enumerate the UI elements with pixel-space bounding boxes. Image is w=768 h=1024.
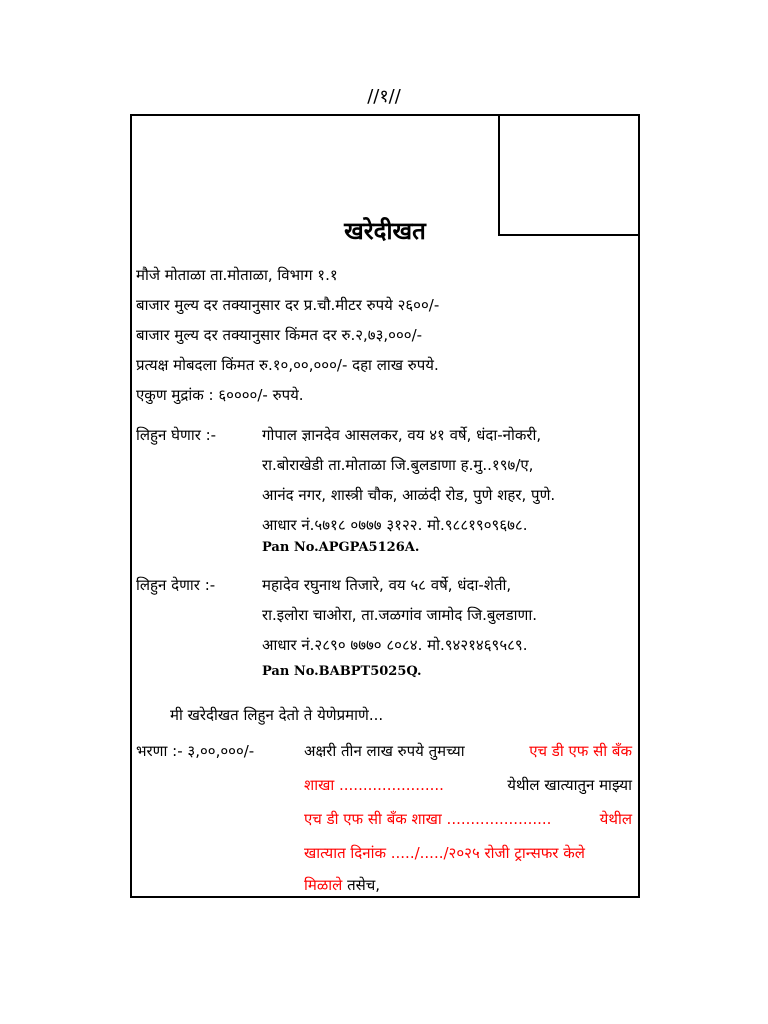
document-title: खरेदीखत — [344, 217, 426, 245]
payment-text: येथील खात्यातुन माझ्या — [507, 776, 632, 794]
payment-text: तसेच, — [347, 876, 381, 894]
photo-placeholder-box — [498, 114, 640, 236]
summary-line-stamp-duty: एकुण मुद्रांक : ६००००/- रुपये. — [136, 386, 304, 404]
seller-pan: Pan No.BABPT5025Q. — [262, 664, 422, 679]
seller-line: महादेव रघुनाथ तिजारे, वय ५८ वर्षे, धंदा-शेती, — [262, 576, 512, 594]
buyer-line: रा.बोराखेडी ता.मोताळा जि.बुलडाणा ह.मु..१९७/ए, — [262, 456, 534, 474]
buyer-label: लिहुन घेणार :- — [136, 426, 217, 444]
intro-statement: मी खरेदीखत लिहुन देतो ते येणेप्रमाणे... — [170, 706, 384, 724]
transfer-date-highlight: खात्यात दिनांक ...../...../२०२५ रोजी ट्रान्सफर केले — [304, 844, 585, 862]
buyer-line: गोपाल ज्ञानदेव आसलकर, वय ४१ वर्षे, धंदा-नोकरी, — [262, 426, 542, 444]
payment-line-1 — [304, 740, 632, 762]
buyer-pan: Pan No.APGPA5126A. — [262, 540, 420, 555]
summary-line-consideration: प्रत्यक्ष मोबदला किंमत रु.१०,००,०००/- दहा लाख रुपये. — [136, 356, 439, 374]
payment-text: अक्षरी तीन लाख रुपये तुमच्या — [304, 742, 465, 760]
page-number: //१// — [367, 86, 401, 107]
payment-line-2 — [304, 774, 632, 796]
payment-label: भरणा :- ३,००,०००/- — [136, 742, 255, 760]
payment-line-3 — [304, 808, 632, 830]
bank-branch-highlight: एच डी एफ सी बॅंक शाखा ...................... — [304, 810, 552, 828]
payment-line-4 — [304, 842, 632, 864]
buyer-line: आनंद नगर, शास्त्री चौक, आळंदी रोड, पुणे शहर, पुणे. — [262, 486, 556, 504]
received-highlight: मिळाले — [304, 876, 343, 894]
seller-line: रा.इलोरा चाओरा, ता.जळगांव जामोद जि.बुलडाणा. — [262, 606, 538, 624]
bank-name-highlight: एच डी एफ सी बॅंक — [529, 742, 632, 760]
summary-line-market-value: बाजार मुल्य दर तक्यानुसार किंमत दर रु.२,७३,०००/- — [136, 326, 423, 344]
summary-line-village: मौजे मोताळा ता.मोताळा, विभाग १.१ — [136, 266, 338, 284]
seller-line: आधार नं.२८९० ७७७० ८०८४. मो.९४२१४६९५८९. — [262, 636, 528, 654]
branch-highlight: शाखा ...................... — [304, 776, 444, 794]
payment-line-5 — [304, 874, 632, 896]
summary-line-rate-per-sqm: बाजार मुल्य दर तक्यानुसार दर प्र.चौ.मीटर रुपये २६००/- — [136, 296, 440, 314]
buyer-line: आधार नं.५७१८ ०७७७ ३१२२. मो.९८८१९०९६७८. — [262, 516, 528, 534]
payment-text-red: येथील — [599, 810, 632, 828]
seller-label: लिहुन देणार :- — [136, 576, 216, 594]
